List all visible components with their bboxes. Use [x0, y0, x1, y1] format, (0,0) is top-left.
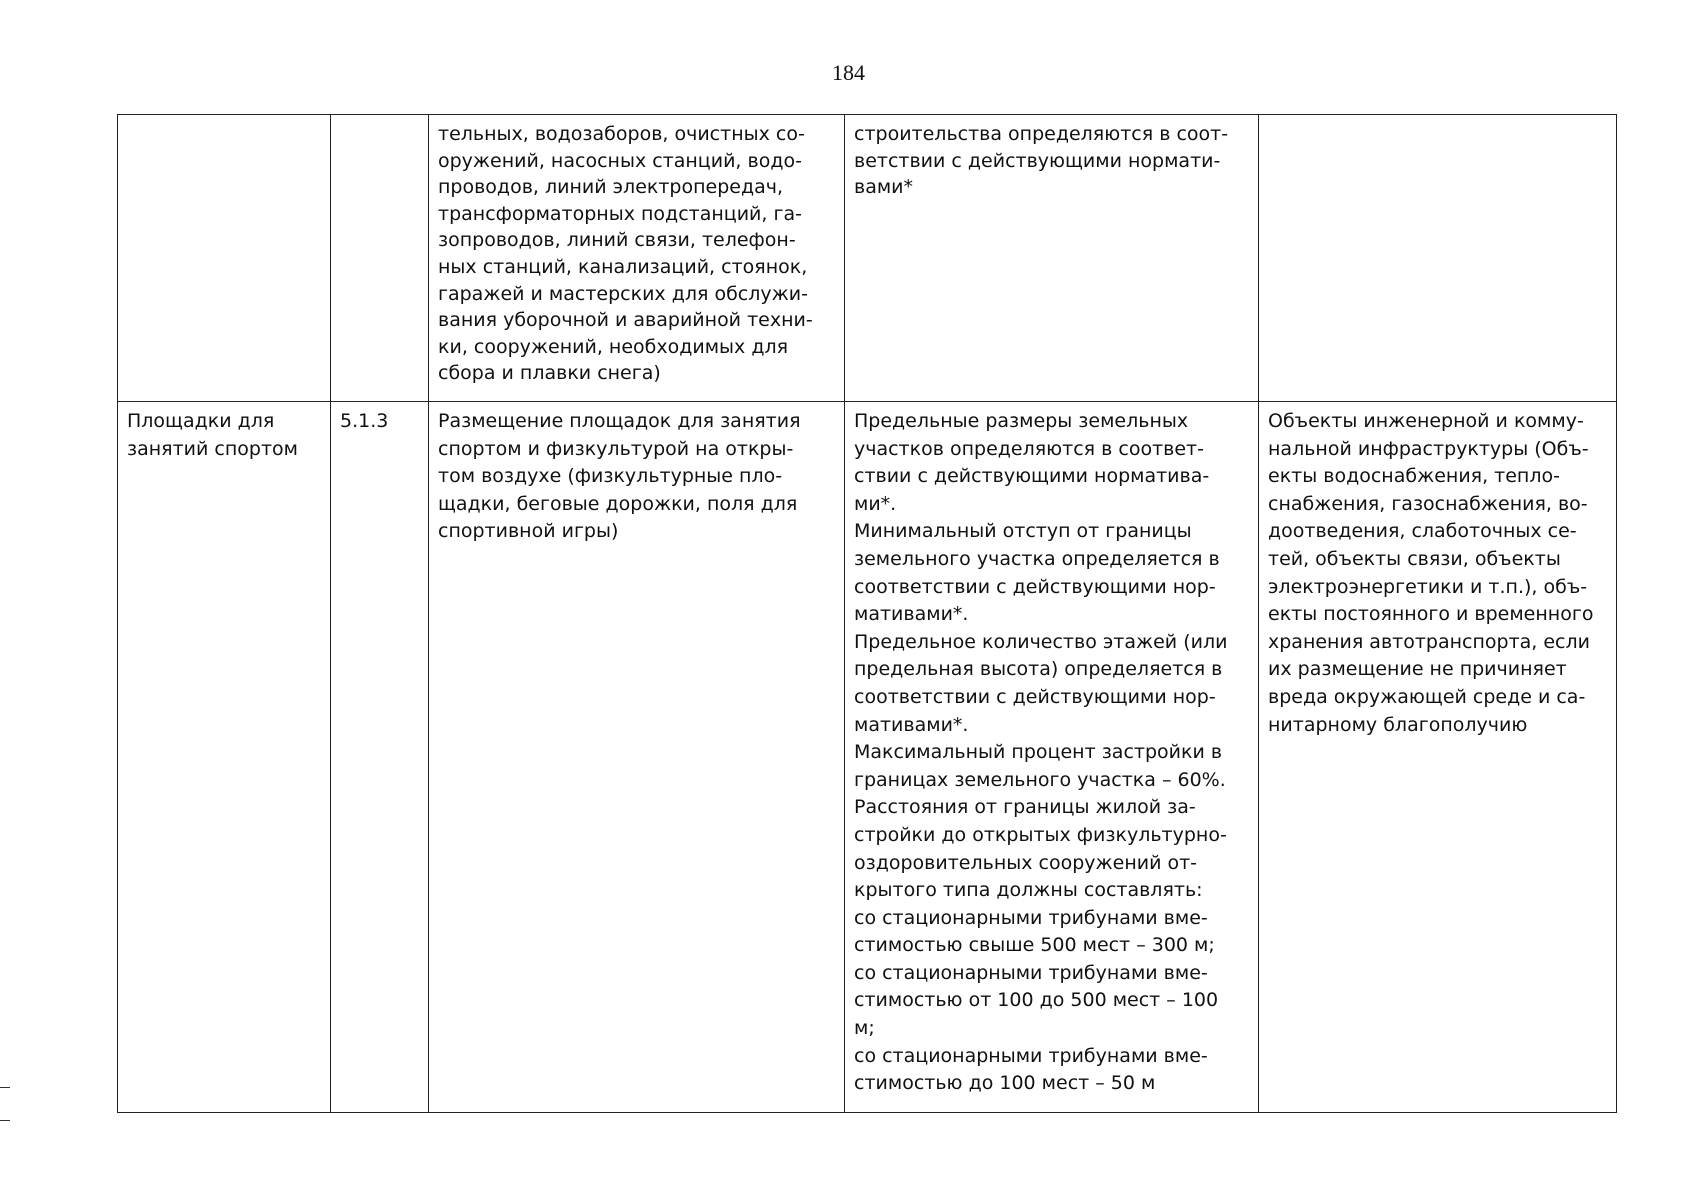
- table-row: [118, 402, 1617, 1113]
- left-edge-mark: [0, 1120, 10, 1121]
- land-use-name-cell: [118, 115, 331, 402]
- parameters-cell: строительства определяются в соот- ветствии с действующими нормати- вами*: [845, 115, 1259, 402]
- table-row: [118, 115, 1617, 402]
- land-use-code-cell: [331, 115, 429, 402]
- left-edge-mark: [0, 1087, 10, 1088]
- auxiliary-uses-cell: [1259, 115, 1617, 402]
- description-cell: тельных, водозаборов, очистных со- оружений, насосных станций, водо- проводов, линий электропередач, трансформаторных подстанций, га- зопроводов, линий связи, телефон- ных станций, канализаций, стоянок, гаражей и мастерских для обслужи- вания уборочной и аварийной техни- ки, сооружений, необходимых для сбора и плавки снега): [429, 115, 845, 402]
- page-number: 184: [832, 60, 865, 85]
- description-cell: Размещение площадок для занятия спортом и физкультурой на откры- том воздухе (физкультурные пло- щадки, беговые дорожки, поля для спортивной игры): [429, 402, 845, 1113]
- land-use-name-cell: Площадки для занятий спортом: [118, 402, 331, 1113]
- auxiliary-uses-cell: Объекты инженерной и комму- нальной инфраструктуры (Объ- екты водоснабжения, тепло- снабжения, газоснабжения, во- доотведения, слаботочных се- тей, объекты связи, объекты электроэнергетики и т.п.), объ- екты постоянного и временного хранения автотранспорта, если их размещение не причиняет вреда окружающей среде и са- нитарному благополучию: [1259, 402, 1617, 1113]
- regulations-table: [117, 114, 1617, 1113]
- parameters-cell: Предельные размеры земельных участков определяются в соответ- ствии с действующими норматива- ми*. Минимальный отступ от границы земельного участка определяется в соответствии с действующими нор- мативами*. Предельное количество этажей (или предельная высота) определяется в соответствии с действующими нор- мативами*. Максимальный процент застройки в границах земельного участка – 60%. Расстояния от границы жилой за- стройки до открытых физкультурно- оздоровительных сооружений от- крытого типа должны составлять: со стационарными трибунами вме- стимостью свыше 500 мест – 300 м; со стационарными трибунами вме- стимостью от 100 до 500 мест – 100 м; со стационарными трибунами вме- стимостью до 100 мест – 50 м: [845, 402, 1259, 1113]
- land-use-code-cell: 5.1.3: [331, 402, 429, 1113]
